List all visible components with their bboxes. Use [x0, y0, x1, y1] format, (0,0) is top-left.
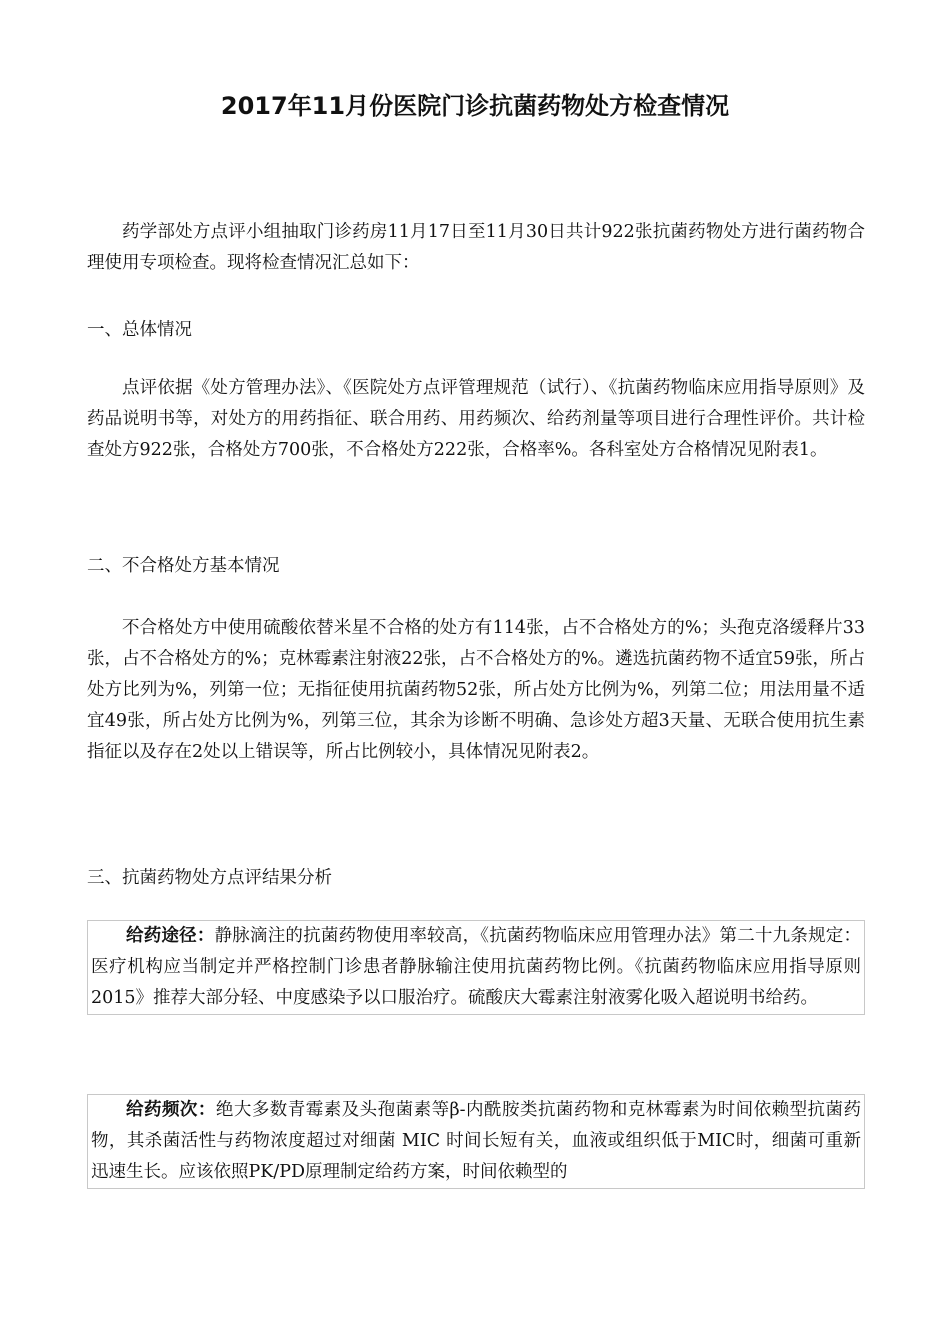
document-title: 2017年11月份医院门诊抗菌药物处方检查情况: [220, 92, 730, 120]
section-1-heading: 一、总体情况: [87, 320, 192, 340]
route-label: 给药途径：: [126, 926, 215, 946]
route-box: [87, 920, 865, 1015]
intro-paragraph: 药学部处方点评小组抽取门诊药房11月17日至11月30日共计922张抗菌药物处方进行菌药物合理使用专项检查。现将检查情况汇总如下：: [87, 222, 865, 273]
frequency-body: 绝大多数青霉素及头孢菌素等β-内酰胺类抗菌药物和克林霉素为时间依赖型抗菌药物，其杀菌活性与药物浓度超过对细菌 MIC 时间长短有关，血液或组织低于MIC时，细菌可重新迅速生长。应该依照PK/PD原理制定给药方案，时间依赖型的: [91, 1100, 862, 1182]
route-body: 静脉滴注的抗菌药物使用率较高，《抗菌药物临床应用管理办法》第二十九条规定：医疗机构应当制定并严格控制门诊患者静脉输注使用抗菌药物比例。《抗菌药物临床应用指导原则 2015》推荐大部分轻、中度感染予以口服治疗。硫酸庆大霉素注射液雾化吸入超说明书给药。: [91, 926, 862, 1008]
section-1-body: 点评依据《处方管理办法》、《医院处方点评管理规范（试行）、《抗菌药物临床应用指导原则》及药品说明书等，对处方的用药指征、联合用药、用药频次、给药剂量等项目进行合理性评价。共计检查处方922张，合格处方700张，不合格处方222张，合格率%。各科室处方合格情况见附表1。: [87, 378, 865, 460]
frequency-label: 给药频次：: [126, 1100, 216, 1120]
frequency-paragraph: [88, 1095, 864, 1188]
section-2-body: 不合格处方中使用硫酸依替米星不合格的处方有114张，占不合格处方的%；头孢克洛缓释片33张，占不合格处方的%；克林霉素注射液22张，占不合格处方的%。遴选抗菌药物不适宜59张，所占处方比列为%，列第一位；无指征使用抗菌药物52张，所占处方比例为%，列第二位；用法用量不适宜49张，所占处方比例为%，列第三位，其余为诊断不明确、急诊处方超3天量、无联合使用抗生素指征以及存在2处以上错误等，所占比例较小，具体情况见附表2。: [87, 618, 865, 762]
section-3-heading: 三、抗菌药物处方点评结果分析: [87, 868, 332, 888]
section-2-heading: 二、不合格处方基本情况: [87, 556, 280, 576]
frequency-box: [87, 1094, 865, 1189]
route-paragraph: [88, 921, 864, 1014]
